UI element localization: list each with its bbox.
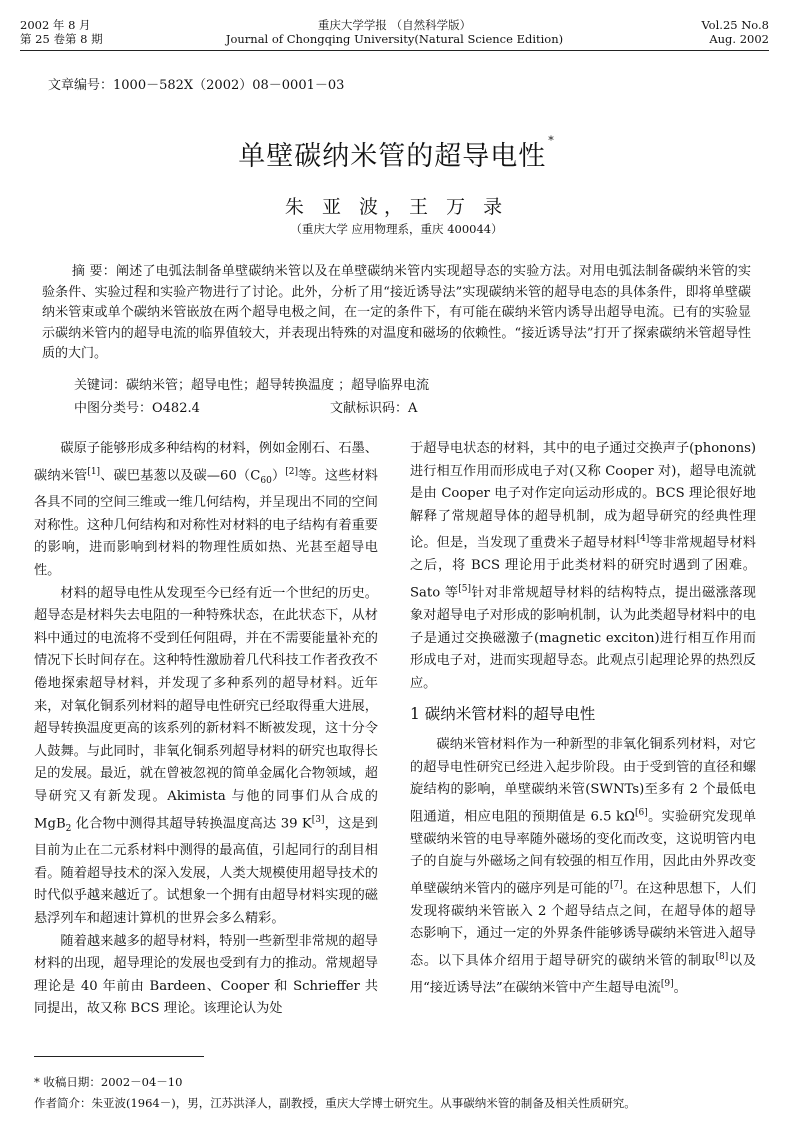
paragraph: [410, 734, 756, 1000]
citation: [4]: [636, 534, 650, 545]
text-run: 。实验研究发现单壁碳纳米管的电导率随外磁场的变化而改变，这说明管内电子的自旋与外磁场之间有较强的相互作用，因此由外界改变单壁碳纳米管内的磁序列是可能的: [410, 809, 757, 897]
header-volume-en: Vol.25 No.8: [701, 18, 769, 32]
authors: 朱 亚 波，王 万 录: [284, 196, 509, 218]
header-date: 2002 年 8 月: [20, 18, 91, 32]
text-run: 以及用“接近诱导法”在碳纳米管中产生超导电流: [410, 953, 757, 996]
classification-number: 中图分类号：O482.4: [74, 401, 200, 416]
abstract-label: 摘 要：: [71, 264, 116, 279]
text-run: 等非常规超导材料之后，将 BCS 理论用于此类材料的研究时遇到了困难。Sato 等: [410, 535, 756, 601]
text-run: 碳纳米管材料作为一种新型的非氧化铜系列材料，对它的超导电性研究已经进入起步阶段。由于受到管的直径和螺旋结构的影响，单壁碳纳米管(SWNTs)至多有 2 个最低电阻通道，相应电阻的预期值是 6.5 kΩ: [410, 736, 756, 825]
paper-title-text: 单壁碳纳米管的超导电性: [238, 141, 547, 172]
paragraph: [410, 438, 756, 695]
title-footnote-mark: *: [548, 134, 555, 147]
footnote-divider: [34, 1056, 204, 1057]
article-number: 文章编号：1000－582X（2002）08－0001－03: [48, 78, 345, 93]
text-run: ）: [271, 467, 286, 483]
footnote-author-bio: 作者简介：朱亚波(1964－)，男，江苏洪泽人，副教授，重庆大学博士研究生。从事碳纳米管的制备及相关性质研究。: [34, 1096, 636, 1110]
text-run: 于超导电状态的材料，其中的电子通过交换声子(phonons)进行相互作用而形成电子对(又称 Cooper 对)，超导电流就是由 Cooper 电子对作定向运动形成的。BCS 理论很好地解释了常规超导体的超导机制，成为超导研究的经典性理论。但是，当发现了重费米子超导材料: [410, 441, 756, 551]
abstract-text: 阐述了电弧法制备单壁碳纳米管以及在单壁碳纳米管内实现超导态的实验方法。对用电弧法制备碳纳米管的实验条件、实验过程和实验产物进行了讨论。此外，分析了用“接近诱导法”实现碳纳米管的超导电态的具体条件，即将单壁碳纳米管束或单个碳纳米管嵌放在两个超导电极之间，在一定的条件下，有可能在碳纳米管内诱导出超导电流。已有的实验显示碳纳米管内的超导电流的临界值较大，并表现出特殊的对温度和磁场的依赖性。“接近诱导法”打开了探索碳纳米管超导性质的大门。: [42, 264, 751, 361]
header-volume: 第 25 卷第 8 期: [20, 32, 103, 46]
citation: [2]: [285, 466, 299, 477]
right-column: [410, 438, 756, 1000]
running-header: [20, 18, 769, 52]
citation: [9]: [660, 979, 674, 990]
keywords: 关键词：碳纳米管；超导电性；超导转换温度 ；超导临界电流: [74, 378, 430, 393]
citation: [7]: [609, 879, 623, 890]
subscript: 60: [260, 475, 272, 486]
header-date-en: Aug. 2002: [709, 32, 769, 46]
citation: [8]: [715, 952, 729, 963]
paragraph: [34, 438, 378, 583]
section-heading: 1 碳纳米管材料的超导电性: [410, 705, 596, 724]
journal-name-cn: 重庆大学学报 （自然科学版）: [317, 18, 472, 32]
text-run: 化合物中测得其超导转换温度高达 39 K: [71, 815, 312, 831]
text-run: 等。这些材料各具不同的空间三维或一维几何结构，并呈现出不同的空间对称性。这种几何结构和对称性对材料的电子结构有着重要的影响，进而影响到材料的物理性质如热、光甚至超导电性。: [34, 467, 378, 578]
left-column: [34, 438, 378, 1021]
paragraph: [34, 583, 378, 931]
text-run: 碳原子能够形成多种结构的材料，例如金刚石、石墨、碳纳米管: [34, 441, 378, 483]
footnote-received-date: * 收稿日期：2002－04－10: [34, 1075, 183, 1089]
paragraph: 随着越来越多的超导材料，特别一些新型非常规的超导材料的出现，超导理论的发展也受到有力的推动。常规超导理论是 40 年前由 Bardeen、Cooper 和 Schrieffer 共同提出，故又称 BCS 理论。该理论认为处: [34, 933, 378, 1017]
citation: [6]: [634, 807, 648, 818]
header-divider: [20, 50, 769, 51]
journal-name-en: Journal of Chongqing University(Natural Science Edition): [225, 32, 564, 46]
citation: [5]: [458, 583, 472, 594]
document-code: 文献标识码：A: [330, 401, 418, 416]
header-issue-en: [701, 18, 769, 46]
citation: [3]: [311, 814, 325, 825]
header-journal: [20, 18, 769, 46]
affiliation: （重庆大学 应用物理系，重庆 400044）: [290, 222, 503, 236]
text-run: ，这是到目前为止在二元系材料中测得的最高值，引起同行的刮目相看。随着超导技术的深入发展，人类大规模使用超导技术的时代似乎越来越近了。试想象一个拥有由超导材料实现的磁悬浮列车和超速计算机的世界会多么精彩。: [34, 815, 378, 926]
subscript: 2: [65, 823, 72, 834]
citation: [1]: [87, 466, 101, 477]
abstract: [42, 262, 751, 365]
paper-title: [0, 134, 793, 173]
text-run: 材料的超导电性从发现至今已经有近一个世纪的历史。超导态是材料失去电阻的一种特殊状态，在此状态下，从材料中通过的电流将不受到任何阻碍，并在不需要能量补充的情况下长时间存在。这种特性激励着几代科技工作者孜孜不倦地探索超导材料，并发现了多种系列的超导材料。近年来，对氧化铜系列材料的超导电性研究已经取得重大进展，超导转换温度更高的该系列的新材料不断被发现，这十分令人鼓舞。与此同时，非氧化铜系列超导材料的研究也取得长足的发展。最近，就在曾被忽视的简单金属化合物领域，超导研究又有新发现。Akimista 与他的同事们从合成的 MgB: [34, 585, 378, 831]
text-run: 针对非常规超导材料的结构特点，提出磁涨落现象对超导电子对形成的影响机制，认为此类超导材料中的电子是通过交换磁激子(magnetic exciton)进行相互作用而形成电子对，进而实现超导态。此观点引起理论界的热烈反应。: [410, 585, 756, 691]
text-run: 。在这种思想下，人们发现将碳纳米管嵌入 2 个超导结点之间，在超导体的超导态影响下，通过一定的外界条件能够诱导碳纳米管进入超导态。以下具体介绍用于超导研究的碳纳米管的制取: [410, 881, 757, 969]
text-run: 。: [673, 980, 687, 996]
text-run: 、碳巴基葱以及碳—60（C: [100, 467, 261, 483]
